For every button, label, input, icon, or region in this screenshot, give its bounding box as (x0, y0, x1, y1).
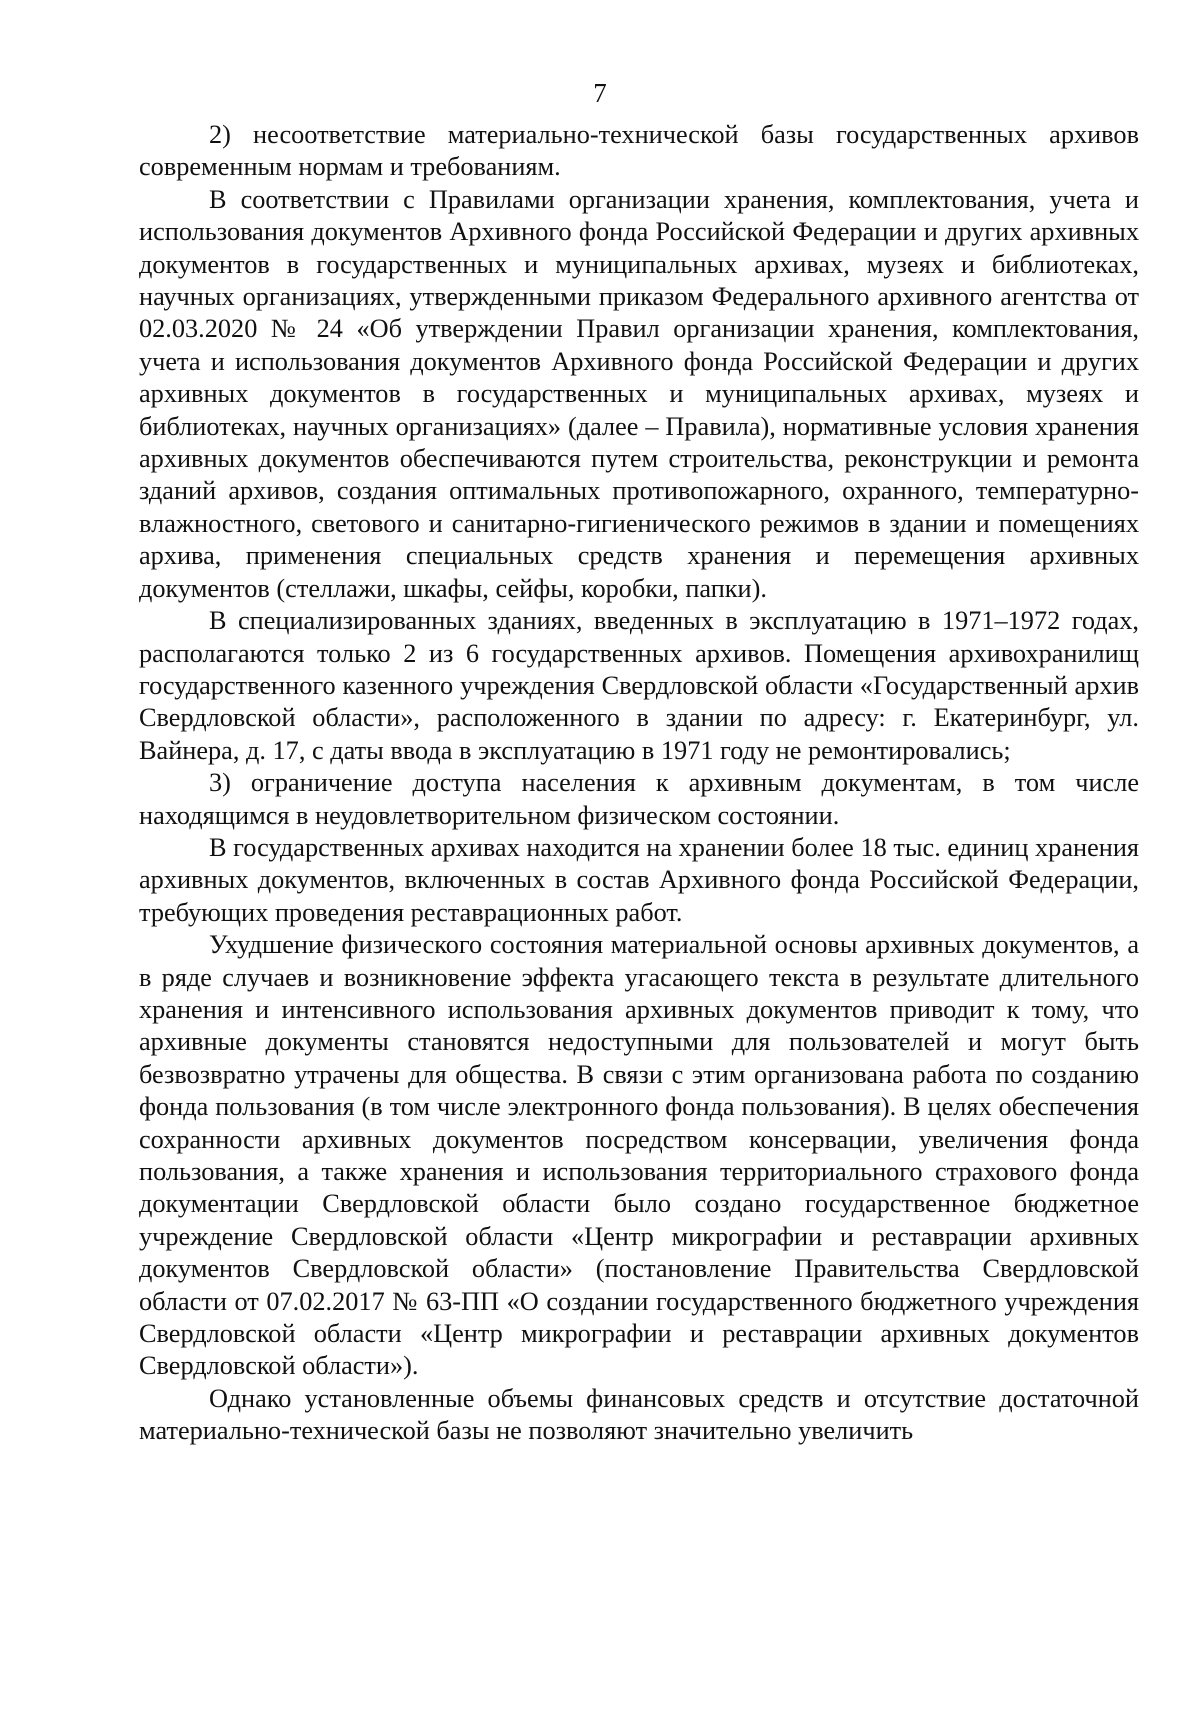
paragraph-item-2: 2) несоответствие материально-технической базы государственных архивов современным нормам и требованиям. (139, 120, 1139, 182)
paragraph-storage-rules: В соответствии с Правилами организации хранения, комплектования, учета и использования документов Архивного фонда Российской Федерации и других архивных документов в государственных и муниципальных архивах, музеях и библиотеках, научных организациях, утвержденными приказом Федерального архивного агентства от 02.03.2020 № 24 «Об утверждении Правил организации хранения, комплектования, учета и использования документов Архивного фонда Российской Федерации и других архивных документов в государственных и муниципальных архивах, музеях и библиотеках, научных организациях» (далее – Правила), нормативные условия хранения архивных документов обеспечиваются путем строительства, реконструкции и ремонта зданий архивов, создания оптимальных противопожарного, охранного, температурно-влажностного, светового и санитарно-гигиенического режимов в здании и помещениях архива, применения специальных средств хранения и перемещения архивных документов (стеллажи, шкафы, сейфы, коробки, папки). (139, 184, 1139, 603)
page-number: 7 (593, 78, 607, 108)
document-body (139, 119, 1139, 1448)
paragraph-funding-limits: Однако установленные объемы финансовых средств и отсутствие достаточной материально-технической базы не позволяют значительно увеличить (139, 1383, 1139, 1446)
paragraph-physical-deterioration: Ухудшение физического состояния материальной основы архивных документов, а в ряде случаев и возникновение эффекта угасающего текста в результате длительного хранения и интенсивного использования архивных документов приводит к тому, что архивные документы становятся недоступными для пользователей и могут быть безвозвратно утрачены для общества. В связи с этим организована работа по созданию фонда пользования (в том числе электронного фонда пользования). В целях обеспечения сохранности архивных документов посредством консервации, увеличения фонда пользования, а также хранения и использования территориального страхового фонда документации Свердловской области было создано государственное бюджетное учреждение Свердловской области «Центр микрографии и реставрации архивных документов Свердловской области» (постановление Правительства Свердловской области от 07.02.2017 № 63-ПП «О создании государственного бюджетного учреждения Свердловской области «Центр микрографии и реставрации архивных документов Свердловской области»). (139, 930, 1139, 1381)
paragraph-item-3: 3) ограничение доступа населения к архивным документам, в том числе находящимся в неудовлетворительном физическом состоянии. (139, 768, 1139, 830)
paragraph-restoration-needs: В государственных архивах находится на хранении более 18 тыс. единиц хранения архивных документов, включенных в состав Архивного фонда Российской Федерации, требующих проведения реставрационных работ. (139, 832, 1139, 927)
paragraph-specialized-buildings: В специализированных зданиях, введенных в эксплуатацию в 1971–1972 годах, располагаются только 2 из 6 государственных архивов. Помещения архивохранилищ государственного казенного учреждения Свердловской области «Государственный архив Свердловской области», расположенного в здании по адресу: г. Екатеринбург, ул. Вайнера, д. 17, с даты ввода в эксплуатацию в 1971 году не ремонтировались; (139, 606, 1139, 765)
